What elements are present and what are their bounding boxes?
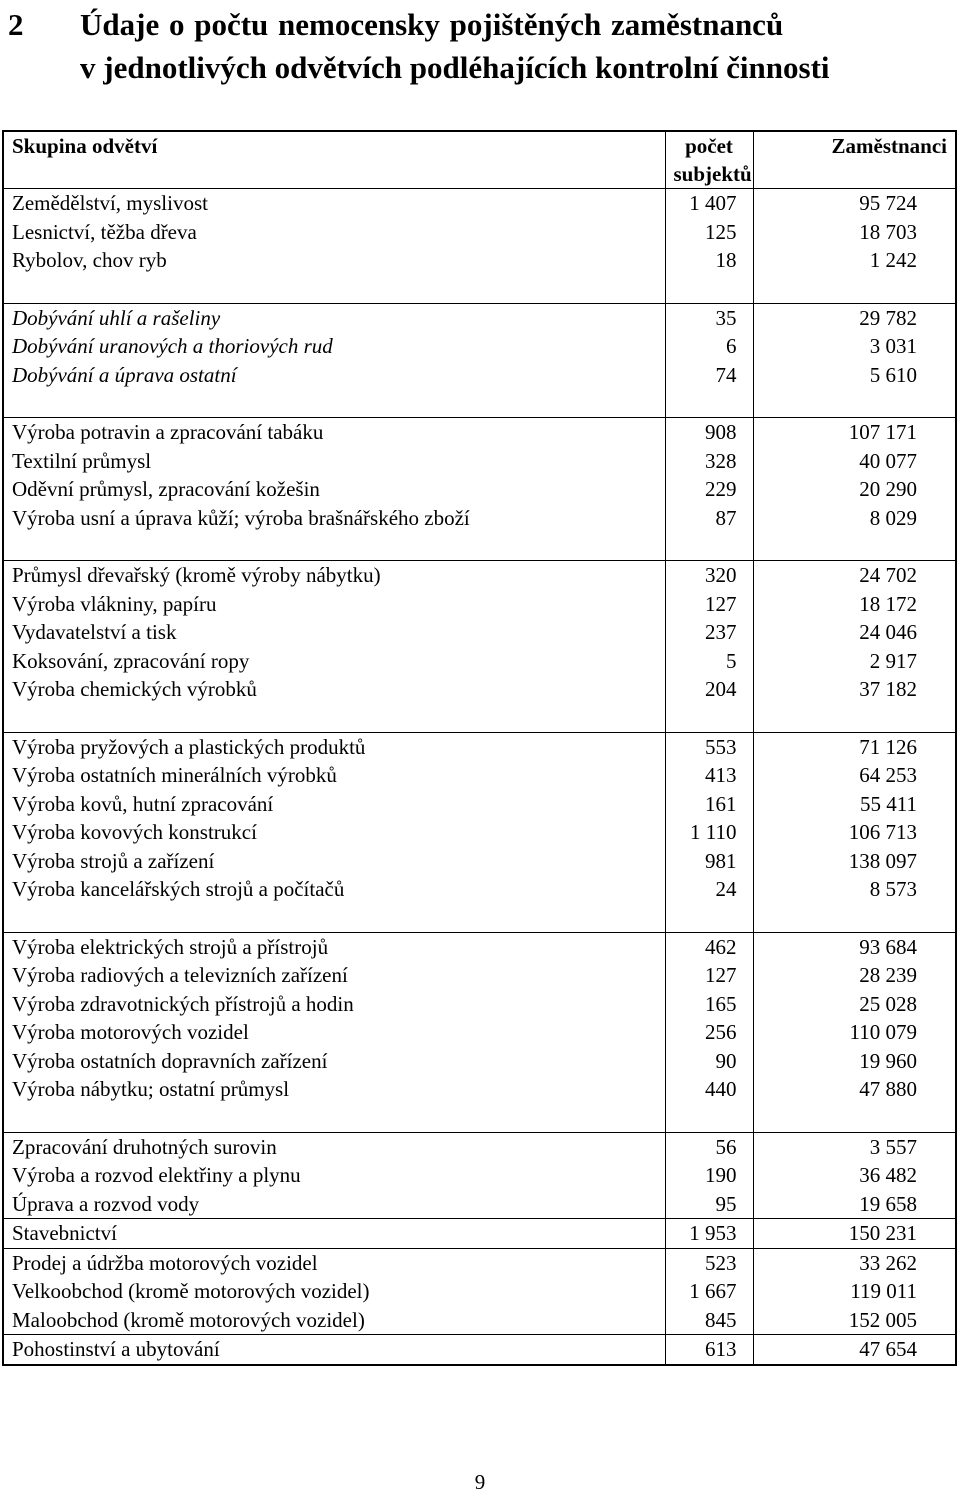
employees-cell: 33 262 <box>753 1248 956 1277</box>
subject-count-cell: 24 <box>665 875 753 904</box>
subject-count-cell: 161 <box>665 790 753 819</box>
table-row <box>3 790 956 819</box>
subject-count-cell: 125 <box>665 218 753 247</box>
industry-name-cell: Úprava a rozvod vody <box>3 1190 665 1219</box>
employees-cell: 95 724 <box>753 189 956 218</box>
group-separator-row <box>3 904 956 933</box>
industry-name-cell: Výroba nábytku; ostatní průmysl <box>3 1075 665 1104</box>
subject-count-cell: 523 <box>665 1248 753 1277</box>
subject-count-cell: 845 <box>665 1306 753 1335</box>
employees-cell: 2 917 <box>753 647 956 676</box>
industry-name-cell: Výroba elektrických strojů a přístrojů <box>3 932 665 961</box>
industry-name-cell: Výroba ostatních dopravních zařízení <box>3 1047 665 1076</box>
subject-count-cell: 981 <box>665 847 753 876</box>
employees-cell: 152 005 <box>753 1306 956 1335</box>
industry-name-cell: Maloobchod (kromě motorových vozidel) <box>3 1306 665 1335</box>
section-number: 2 <box>8 7 24 42</box>
industry-name-cell: Pohostinství a ubytování <box>3 1335 665 1365</box>
industry-name-cell: Výroba kovů, hutní zpracování <box>3 790 665 819</box>
header-subject-count <box>665 131 753 189</box>
table-row <box>3 218 956 247</box>
subject-count-cell: 6 <box>665 332 753 361</box>
table-row <box>3 1335 956 1365</box>
employees-cell: 110 079 <box>753 1018 956 1047</box>
industry-name-cell: Lesnictví, těžba dřeva <box>3 218 665 247</box>
industry-name-cell: Výroba vlákniny, papíru <box>3 590 665 619</box>
employees-cell: 36 482 <box>753 1161 956 1190</box>
industry-name-cell: Výroba strojů a zařízení <box>3 847 665 876</box>
separator-cell <box>753 704 956 733</box>
table-row <box>3 761 956 790</box>
employees-cell: 138 097 <box>753 847 956 876</box>
employees-cell: 64 253 <box>753 761 956 790</box>
employees-cell: 25 028 <box>753 990 956 1019</box>
employees-cell: 29 782 <box>753 303 956 332</box>
table-row <box>3 1075 956 1104</box>
subject-count-cell: 462 <box>665 932 753 961</box>
industry-name-cell: Prodej a údržba motorových vozidel <box>3 1248 665 1277</box>
industry-name-cell: Výroba ostatních minerálních výrobků <box>3 761 665 790</box>
subject-count-cell: 35 <box>665 303 753 332</box>
industry-name-cell: Velkoobchod (kromě motorových vozidel) <box>3 1277 665 1306</box>
industry-name-cell: Výroba usní a úprava kůží; výroba brašnářského zboží <box>3 504 665 533</box>
industry-name-cell: Oděvní průmysl, zpracování kožešin <box>3 475 665 504</box>
employees-cell: 18 172 <box>753 590 956 619</box>
table-row <box>3 1306 956 1335</box>
subject-count-cell: 90 <box>665 1047 753 1076</box>
industry-name-cell: Průmysl dřevařský (kromě výroby nábytku) <box>3 561 665 590</box>
table-row <box>3 732 956 761</box>
table-row <box>3 961 956 990</box>
table-row <box>3 1161 956 1190</box>
separator-cell <box>665 1104 753 1133</box>
industry-name-cell: Výroba chemických výrobků <box>3 675 665 704</box>
group-separator-row <box>3 275 956 304</box>
separator-cell <box>3 275 665 304</box>
table-row <box>3 1277 956 1306</box>
separator-cell <box>665 532 753 561</box>
header-employees: Zaměstnanci <box>753 131 956 189</box>
industry-name-cell: Výroba a rozvod elektřiny a plynu <box>3 1161 665 1190</box>
table-row <box>3 475 956 504</box>
industry-name-cell: Výroba motorových vozidel <box>3 1018 665 1047</box>
employees-cell: 37 182 <box>753 675 956 704</box>
industry-name-cell: Výroba pryžových a plastických produktů <box>3 732 665 761</box>
employees-cell: 47 654 <box>753 1335 956 1365</box>
page-number: 9 <box>474 1470 486 1494</box>
separator-cell <box>665 904 753 933</box>
industry-name-cell: Výroba kancelářských strojů a počítačů <box>3 875 665 904</box>
table-row <box>3 675 956 704</box>
table-row <box>3 1047 956 1076</box>
subject-count-cell: 87 <box>665 504 753 533</box>
separator-cell <box>753 275 956 304</box>
employees-cell: 3 557 <box>753 1132 956 1161</box>
header-industry-group: Skupina odvětví <box>3 131 665 189</box>
employees-cell: 20 290 <box>753 475 956 504</box>
separator-cell <box>753 389 956 418</box>
table-row <box>3 590 956 619</box>
subject-count-cell: 127 <box>665 961 753 990</box>
subject-count-cell: 908 <box>665 418 753 447</box>
employees-cell: 18 703 <box>753 218 956 247</box>
subject-count-cell: 440 <box>665 1075 753 1104</box>
subject-count-cell: 613 <box>665 1335 753 1365</box>
industry-name-cell: Výroba zdravotnických přístrojů a hodin <box>3 990 665 1019</box>
subject-count-cell: 1 953 <box>665 1219 753 1249</box>
separator-cell <box>3 532 665 561</box>
group-separator-row <box>3 704 956 733</box>
industry-name-cell: Výroba potravin a zpracování tabáku <box>3 418 665 447</box>
subject-count-cell: 413 <box>665 761 753 790</box>
subject-count-cell: 56 <box>665 1132 753 1161</box>
table-row <box>3 990 956 1019</box>
subject-count-cell: 165 <box>665 990 753 1019</box>
header-subject-count-line1: počet <box>685 134 733 158</box>
industry-name-cell: Výroba kovových konstrukcí <box>3 818 665 847</box>
subject-count-cell: 18 <box>665 246 753 275</box>
employees-cell: 106 713 <box>753 818 956 847</box>
heading-line-1: Údaje o počtu nemocensky pojištěných zaměstnanců <box>80 7 784 42</box>
group-separator-row <box>3 1104 956 1133</box>
industry-name-cell: Vydavatelství a tisk <box>3 618 665 647</box>
table-row <box>3 246 956 275</box>
subject-count-cell: 95 <box>665 1190 753 1219</box>
employees-cell: 93 684 <box>753 932 956 961</box>
table-row <box>3 1190 956 1219</box>
employees-cell: 71 126 <box>753 732 956 761</box>
header-subject-count-line2: subjektů <box>673 162 752 186</box>
subject-count-cell: 320 <box>665 561 753 590</box>
industry-name-cell: Výroba radiových a televizních zařízení <box>3 961 665 990</box>
industry-name-cell: Stavebnictví <box>3 1219 665 1249</box>
employees-cell: 8 573 <box>753 875 956 904</box>
table-row <box>3 303 956 332</box>
subject-count-cell: 5 <box>665 647 753 676</box>
table-row <box>3 504 956 533</box>
table-row <box>3 1018 956 1047</box>
employees-cell: 150 231 <box>753 1219 956 1249</box>
table-row <box>3 418 956 447</box>
employees-cell: 19 658 <box>753 1190 956 1219</box>
employees-cell: 119 011 <box>753 1277 956 1306</box>
table-row <box>3 361 956 390</box>
subject-count-cell: 256 <box>665 1018 753 1047</box>
separator-cell <box>753 1104 956 1133</box>
subject-count-cell: 328 <box>665 447 753 476</box>
employees-cell: 24 046 <box>753 618 956 647</box>
subject-count-cell: 74 <box>665 361 753 390</box>
industry-name-cell: Zemědělství, myslivost <box>3 189 665 218</box>
separator-cell <box>665 704 753 733</box>
subject-count-cell: 1 407 <box>665 189 753 218</box>
employees-cell: 55 411 <box>753 790 956 819</box>
employees-cell: 1 242 <box>753 246 956 275</box>
subject-count-cell: 237 <box>665 618 753 647</box>
table-header-row <box>3 131 956 189</box>
table-row <box>3 875 956 904</box>
separator-cell <box>3 389 665 418</box>
group-separator-row <box>3 389 956 418</box>
heading-line-2: v jednotlivých odvětvích podléhajících kontrolní činnosti <box>80 50 830 85</box>
table-row <box>3 447 956 476</box>
subject-count-cell: 1 667 <box>665 1277 753 1306</box>
industry-name-cell: Koksování, zpracování ropy <box>3 647 665 676</box>
separator-cell <box>3 704 665 733</box>
industry-name-cell: Zpracování druhotných surovin <box>3 1132 665 1161</box>
subject-count-cell: 1 110 <box>665 818 753 847</box>
subject-count-cell: 127 <box>665 590 753 619</box>
employees-cell: 24 702 <box>753 561 956 590</box>
employees-cell: 107 171 <box>753 418 956 447</box>
employees-cell: 19 960 <box>753 1047 956 1076</box>
subject-count-cell: 229 <box>665 475 753 504</box>
industry-name-cell: Textilní průmysl <box>3 447 665 476</box>
separator-cell <box>665 275 753 304</box>
employees-cell: 47 880 <box>753 1075 956 1104</box>
table-row <box>3 818 956 847</box>
table-row <box>3 618 956 647</box>
insured-employees-table <box>2 130 957 1366</box>
employees-cell: 40 077 <box>753 447 956 476</box>
table-row <box>3 332 956 361</box>
table-row <box>3 647 956 676</box>
separator-cell <box>3 904 665 933</box>
subject-count-cell: 553 <box>665 732 753 761</box>
industry-name-cell: Rybolov, chov ryb <box>3 246 665 275</box>
group-separator-row <box>3 532 956 561</box>
table-row <box>3 1248 956 1277</box>
table-row <box>3 189 956 218</box>
separator-cell <box>753 904 956 933</box>
table-row <box>3 1132 956 1161</box>
subject-count-cell: 190 <box>665 1161 753 1190</box>
separator-cell <box>753 532 956 561</box>
employees-cell: 8 029 <box>753 504 956 533</box>
industry-name-cell: Dobývání uranových a thoriových rud <box>3 332 665 361</box>
industry-name-cell: Dobývání uhlí a rašeliny <box>3 303 665 332</box>
table-row <box>3 847 956 876</box>
separator-cell <box>665 389 753 418</box>
employees-cell: 28 239 <box>753 961 956 990</box>
table-row <box>3 1219 956 1249</box>
subject-count-cell: 204 <box>665 675 753 704</box>
employees-cell: 5 610 <box>753 361 956 390</box>
separator-cell <box>3 1104 665 1133</box>
table-row <box>3 932 956 961</box>
industry-name-cell: Dobývání a úprava ostatní <box>3 361 665 390</box>
table-body <box>3 189 956 1365</box>
table-row <box>3 561 956 590</box>
employees-cell: 3 031 <box>753 332 956 361</box>
